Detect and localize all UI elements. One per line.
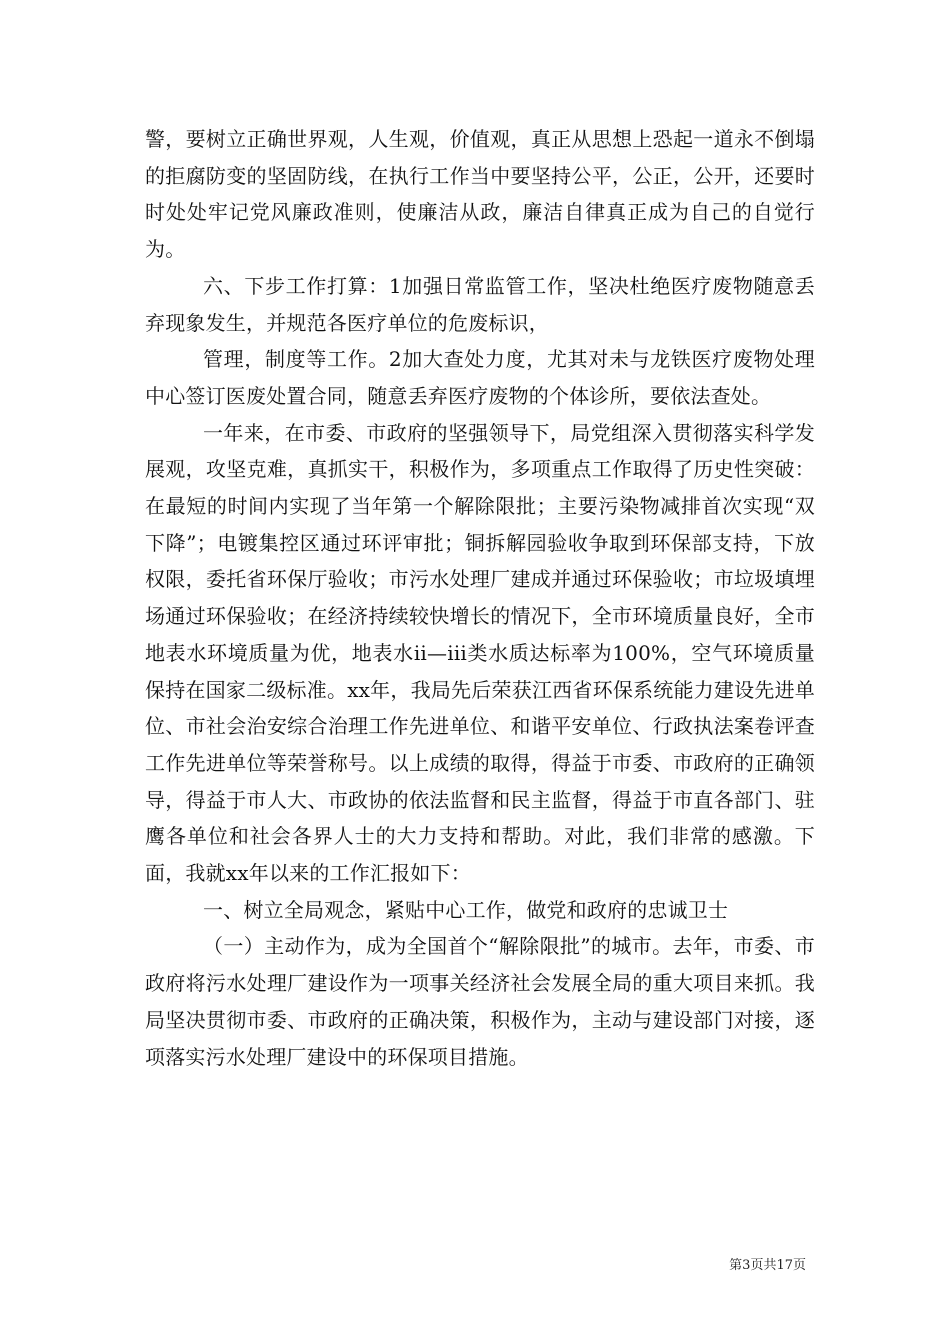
paragraph-3: 管理，制度等工作。2加大查处力度，尤其对未与龙铁医疗废物处理中心签订医废处置合同，随意丢弃医疗废物的个体诊所，要依法查处。 — [145, 347, 815, 408]
document-body — [145, 121, 815, 1075]
paragraph-4: 一年来，在市委、市政府的坚强领导下，局党组深入贯彻落实科学发展观，攻坚克难，真抓实干，积极作为，多项重点工作取得了历史性突破：在最短的时间内实现了当年第一个解除限批；主要污染物减排首次实现“双下降”；电镀集控区通过环评审批；铜拆解园验收争取到环保部支持，下放权限，委托省环保厅验收；市污水处理厂建成并通过环保验收；市垃圾填埋场通过环保验收；在经济持续较快增长的情况下，全市环境质量良好，全市地表水环境质量为优，地表水ii—iii类水质达标率为100%，空气环境质量保持在国家二级标准。xx年，我局先后荣获江西省环保系统能力建设先进单位、市社会治安综合治理工作先进单位、和谐平安单位、行政执法案卷评查工作先进单位等荣誉称号。以上成绩的取得，得益于市委、市政府的正确领导，得益于市人大、市政协的依法监督和民主监督，得益于市直各部门、驻鹰各单位和社会各界人士的大力支持和帮助。对此，我们非常的感激。下面，我就xx年以来的工作汇报如下： — [145, 420, 815, 886]
paragraph-2: 六、下步工作打算：1加强日常监管工作，坚决杜绝医疗废物随意丢弃现象发生，并规范各医疗单位的危废标识， — [145, 273, 815, 335]
paragraph-6: （一）主动作为，成为全国首个“解除限批”的城市。去年，市委、市政府将污水处理厂建设作为一项事关经济社会发展全局的重大项目来抓。我局坚决贯彻市委、市政府的正确决策，积极作为，主动与建设部门对接，逐项落实污水处理厂建设中的环保项目措施。 — [145, 934, 815, 1069]
page-footer — [0, 1254, 806, 1273]
paragraph-1: 警，要树立正确世界观，人生观，价值观，真正从思想上恐起一道永不倒塌的拒腐防变的坚固防线，在执行工作当中要坚持公平，公正，公开，还要时时处处牢记党风廉政准则，使廉洁从政，廉洁自律真正成为自己的自觉行为。 — [145, 127, 815, 262]
page-number-label: 第3页共17页 — [729, 1258, 806, 1273]
paragraph-5-heading: 一、树立全局观念，紧贴中心工作，做党和政府的忠诚卫士 — [203, 897, 729, 922]
